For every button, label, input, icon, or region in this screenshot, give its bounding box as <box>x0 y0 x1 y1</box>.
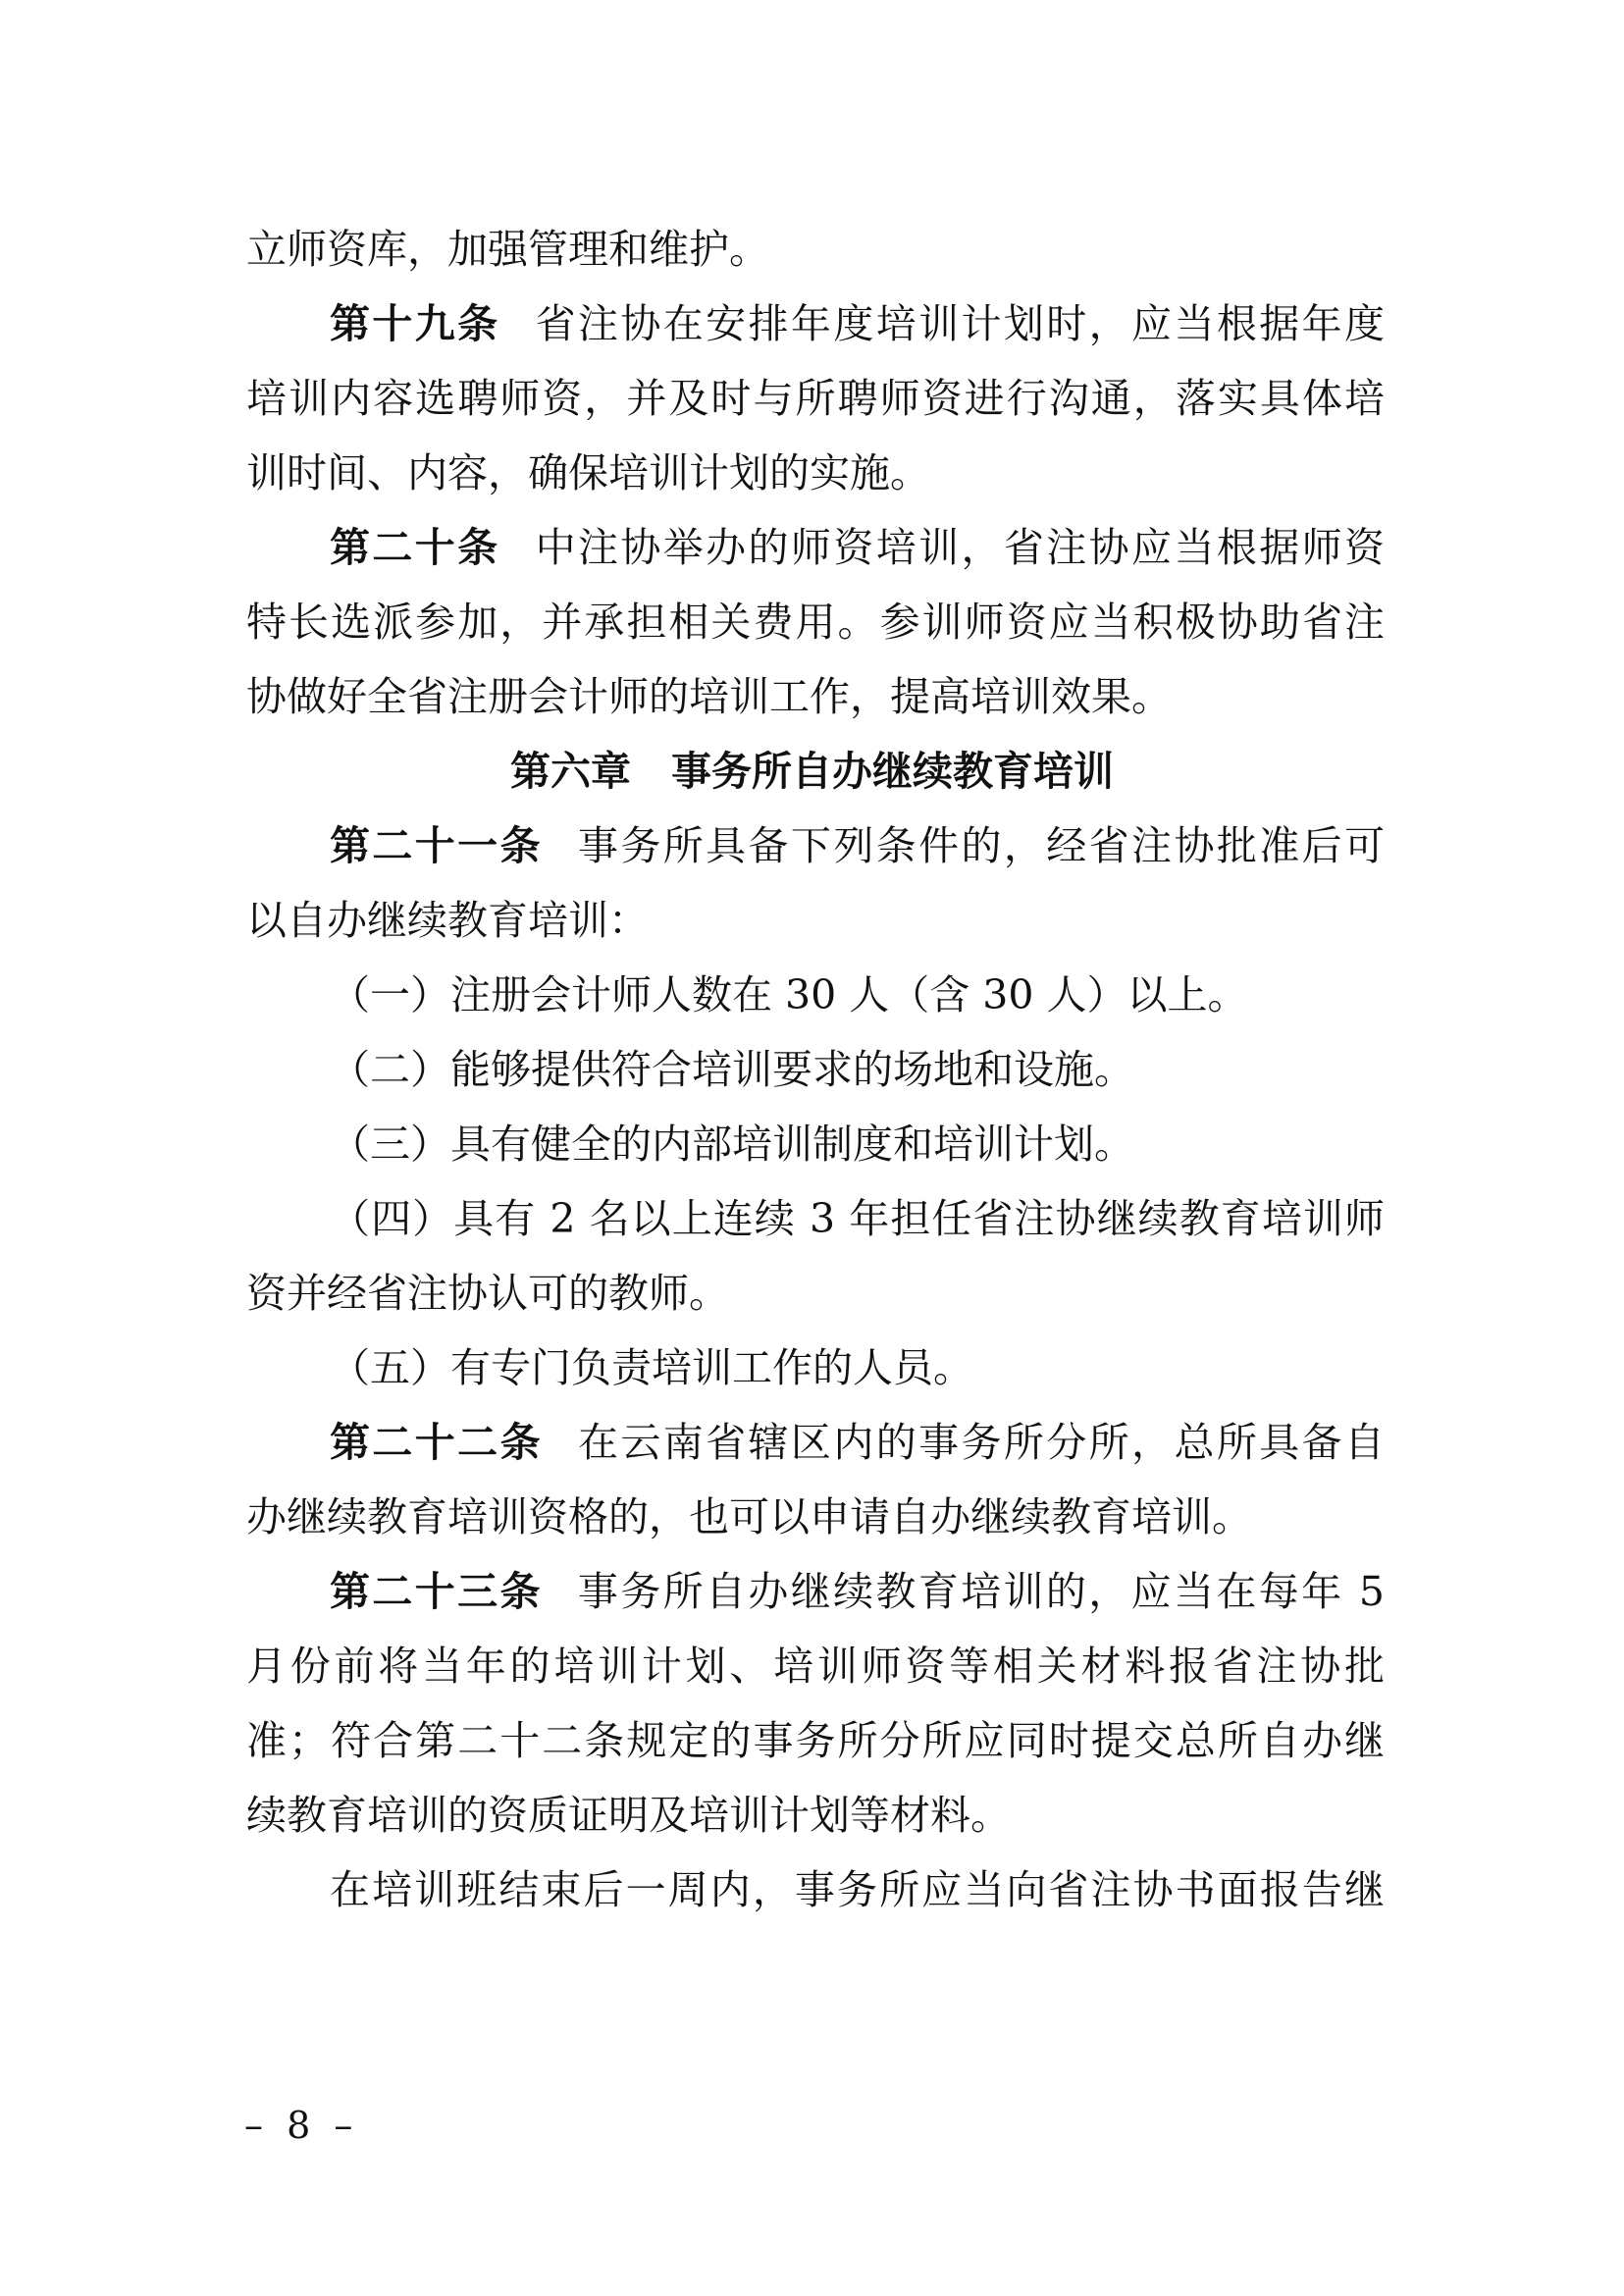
list-item: （三）具有健全的内部培训制度和培训计划。 <box>330 1121 1134 1168</box>
chapter-heading: 第六章 事务所自办继续教育培训 <box>510 748 1114 795</box>
paragraph-line: 在培训班结束后一周内，事务所应当向省注协书面报告继 <box>330 1866 1385 1913</box>
article-21-title: 第二十一条 <box>330 822 543 869</box>
list-item: （二）能够提供符合培训要求的场地和设施。 <box>330 1046 1134 1093</box>
article-23-text: 事务所自办继续教育培训的，应当在每年 5 <box>577 1568 1385 1615</box>
article-19-text: 省注协在安排年度培训计划时，应当根据年度 <box>535 300 1385 347</box>
article-20-title: 第二十条 <box>330 524 500 571</box>
article-19-line: 培训内容选聘师资，并及时与所聘师资进行沟通，落实具体培 <box>246 375 1385 422</box>
article-21-line: 以自办继续教育培训： <box>246 897 649 944</box>
article-22-line <box>330 1415 1385 1470</box>
article-23-title: 第二十三条 <box>330 1568 543 1615</box>
article-22-line: 办继续教育培训资格的，也可以申请自办继续教育培训。 <box>246 1493 1252 1540</box>
article-20-line <box>330 520 1385 575</box>
article-19-line: 训时间、内容，确保培训计划的实施。 <box>246 449 930 496</box>
article-23-line: 准；符合第二十二条规定的事务所分所应同时提交总所自办继 <box>246 1717 1385 1764</box>
article-20-text: 中注协举办的师资培训，省注协应当根据师资 <box>535 524 1385 571</box>
article-20-line: 协做好全省注册会计师的培训工作，提高培训效果。 <box>246 673 1172 720</box>
article-22-title: 第二十二条 <box>330 1419 543 1466</box>
paragraph-line: 立师资库，加强管理和维护。 <box>246 226 769 273</box>
article-21-text: 事务所具备下列条件的，经省注协批准后可 <box>577 822 1385 869</box>
article-23-line <box>330 1564 1385 1619</box>
article-23-line: 续教育培训的资质证明及培训计划等材料。 <box>246 1792 1011 1839</box>
list-item-continuation: 资并经省注协认可的教师。 <box>246 1270 729 1317</box>
list-item: （四）具有 2 名以上连续 3 年担任省注协继续教育培训师 <box>330 1195 1385 1242</box>
article-23-line: 月份前将当年的培训计划、培训师资等相关材料报省注协批 <box>246 1643 1385 1690</box>
article-19-title: 第十九条 <box>330 300 500 347</box>
article-21-line <box>330 818 1385 873</box>
list-item: （五）有专门负责培训工作的人员。 <box>330 1344 973 1391</box>
article-20-line: 特长选派参加，并承担相关费用。参训师资应当积极协助省注 <box>246 599 1385 646</box>
page-number: – 8 – <box>244 2104 359 2147</box>
article-22-text: 在云南省辖区内的事务所分所，总所具备自 <box>577 1419 1385 1466</box>
list-item: （一）注册会计师人数在 30 人（含 30 人）以上。 <box>330 971 1248 1018</box>
article-19-line <box>330 296 1385 351</box>
